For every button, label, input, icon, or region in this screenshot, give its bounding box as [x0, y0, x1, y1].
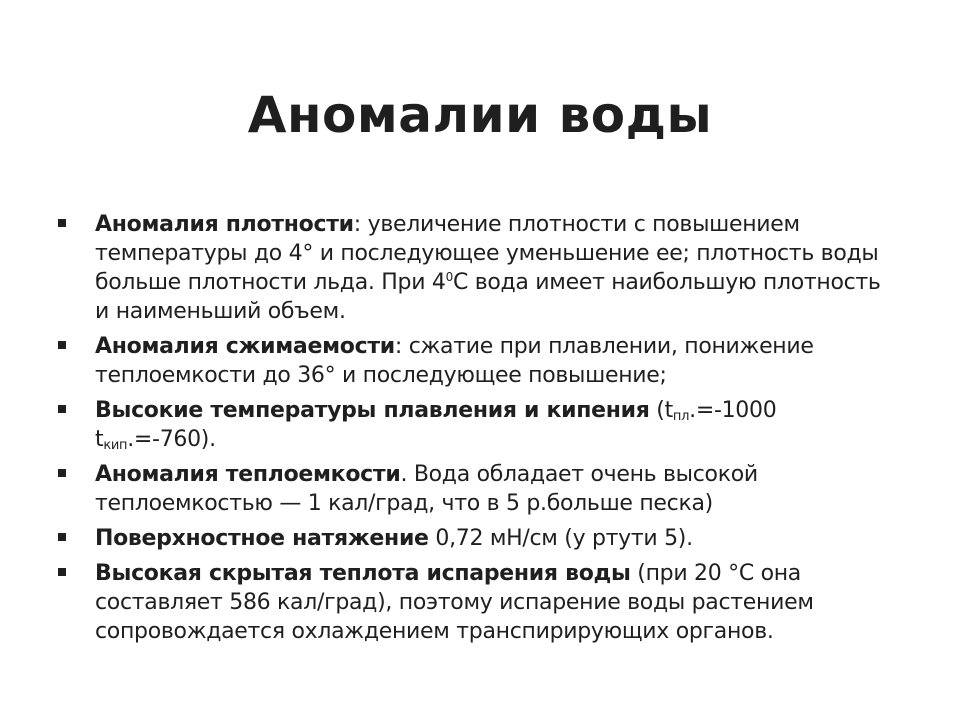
bullet-list: [58, 210, 898, 646]
bullet-text: 0,72 мН/см (у ртути 5).: [428, 526, 693, 551]
bullet-term: Высокие температуры плавления и кипения: [95, 398, 650, 423]
bullet-text: : увеличение плотности с повышением температуры до 4° и последующее уменьшение ее; плотность воды больше плотности льда. При 4: [95, 212, 879, 295]
bullet-surface-tension: [58, 524, 898, 553]
bullet-melting-boiling-temperatures: [58, 396, 898, 454]
bullet-term: Аномалия теплоемкости: [95, 462, 401, 487]
bullet-term: Высокая скрытая теплота испарения воды: [95, 561, 631, 586]
degree-superscript: 0: [445, 270, 453, 284]
bullet-heat-capacity-anomaly: [58, 460, 898, 518]
square-bullet-icon: [58, 469, 66, 477]
bullet-text-end: .=-760).: [127, 427, 216, 452]
bullet-text: (при 20 °С она составляет 586 кал/град), поэтому испарение воды растением сопровождается охлаждением транспирирующих органов.: [95, 561, 814, 644]
melting-subscript: пл: [672, 409, 690, 424]
square-bullet-icon: [58, 219, 66, 227]
bullet-term: Аномалия сжимаемости: [95, 334, 395, 359]
boiling-subscript: кип: [103, 438, 128, 453]
bullet-text: : сжатие при плавлении, понижение теплоемкости до 36° и последующее повышение;: [95, 334, 814, 388]
square-bullet-icon: [58, 533, 66, 541]
bullet-text: (t: [649, 398, 673, 423]
square-bullet-icon: [58, 341, 66, 349]
bullet-term: Поверхностное натяжение: [95, 526, 429, 551]
bullet-text-continued: С вода имеет наибольшую плотность и наименьший объем.: [95, 270, 881, 324]
bullet-compressibility-anomaly: [58, 332, 898, 390]
bullet-text-continued: .=-1000 t: [95, 398, 777, 452]
bullet-latent-heat-evaporation: [58, 559, 898, 646]
bullet-text: . Вода обладает очень высокой теплоемкостью — 1 кал/град, что в 5 р.больше песка): [95, 462, 758, 516]
square-bullet-icon: [58, 405, 66, 413]
square-bullet-icon: [58, 568, 66, 576]
slide-title: Аномалии воды: [247, 86, 713, 144]
bullet-density-anomaly: [58, 210, 898, 326]
bullet-term: Аномалия плотности: [95, 212, 354, 237]
